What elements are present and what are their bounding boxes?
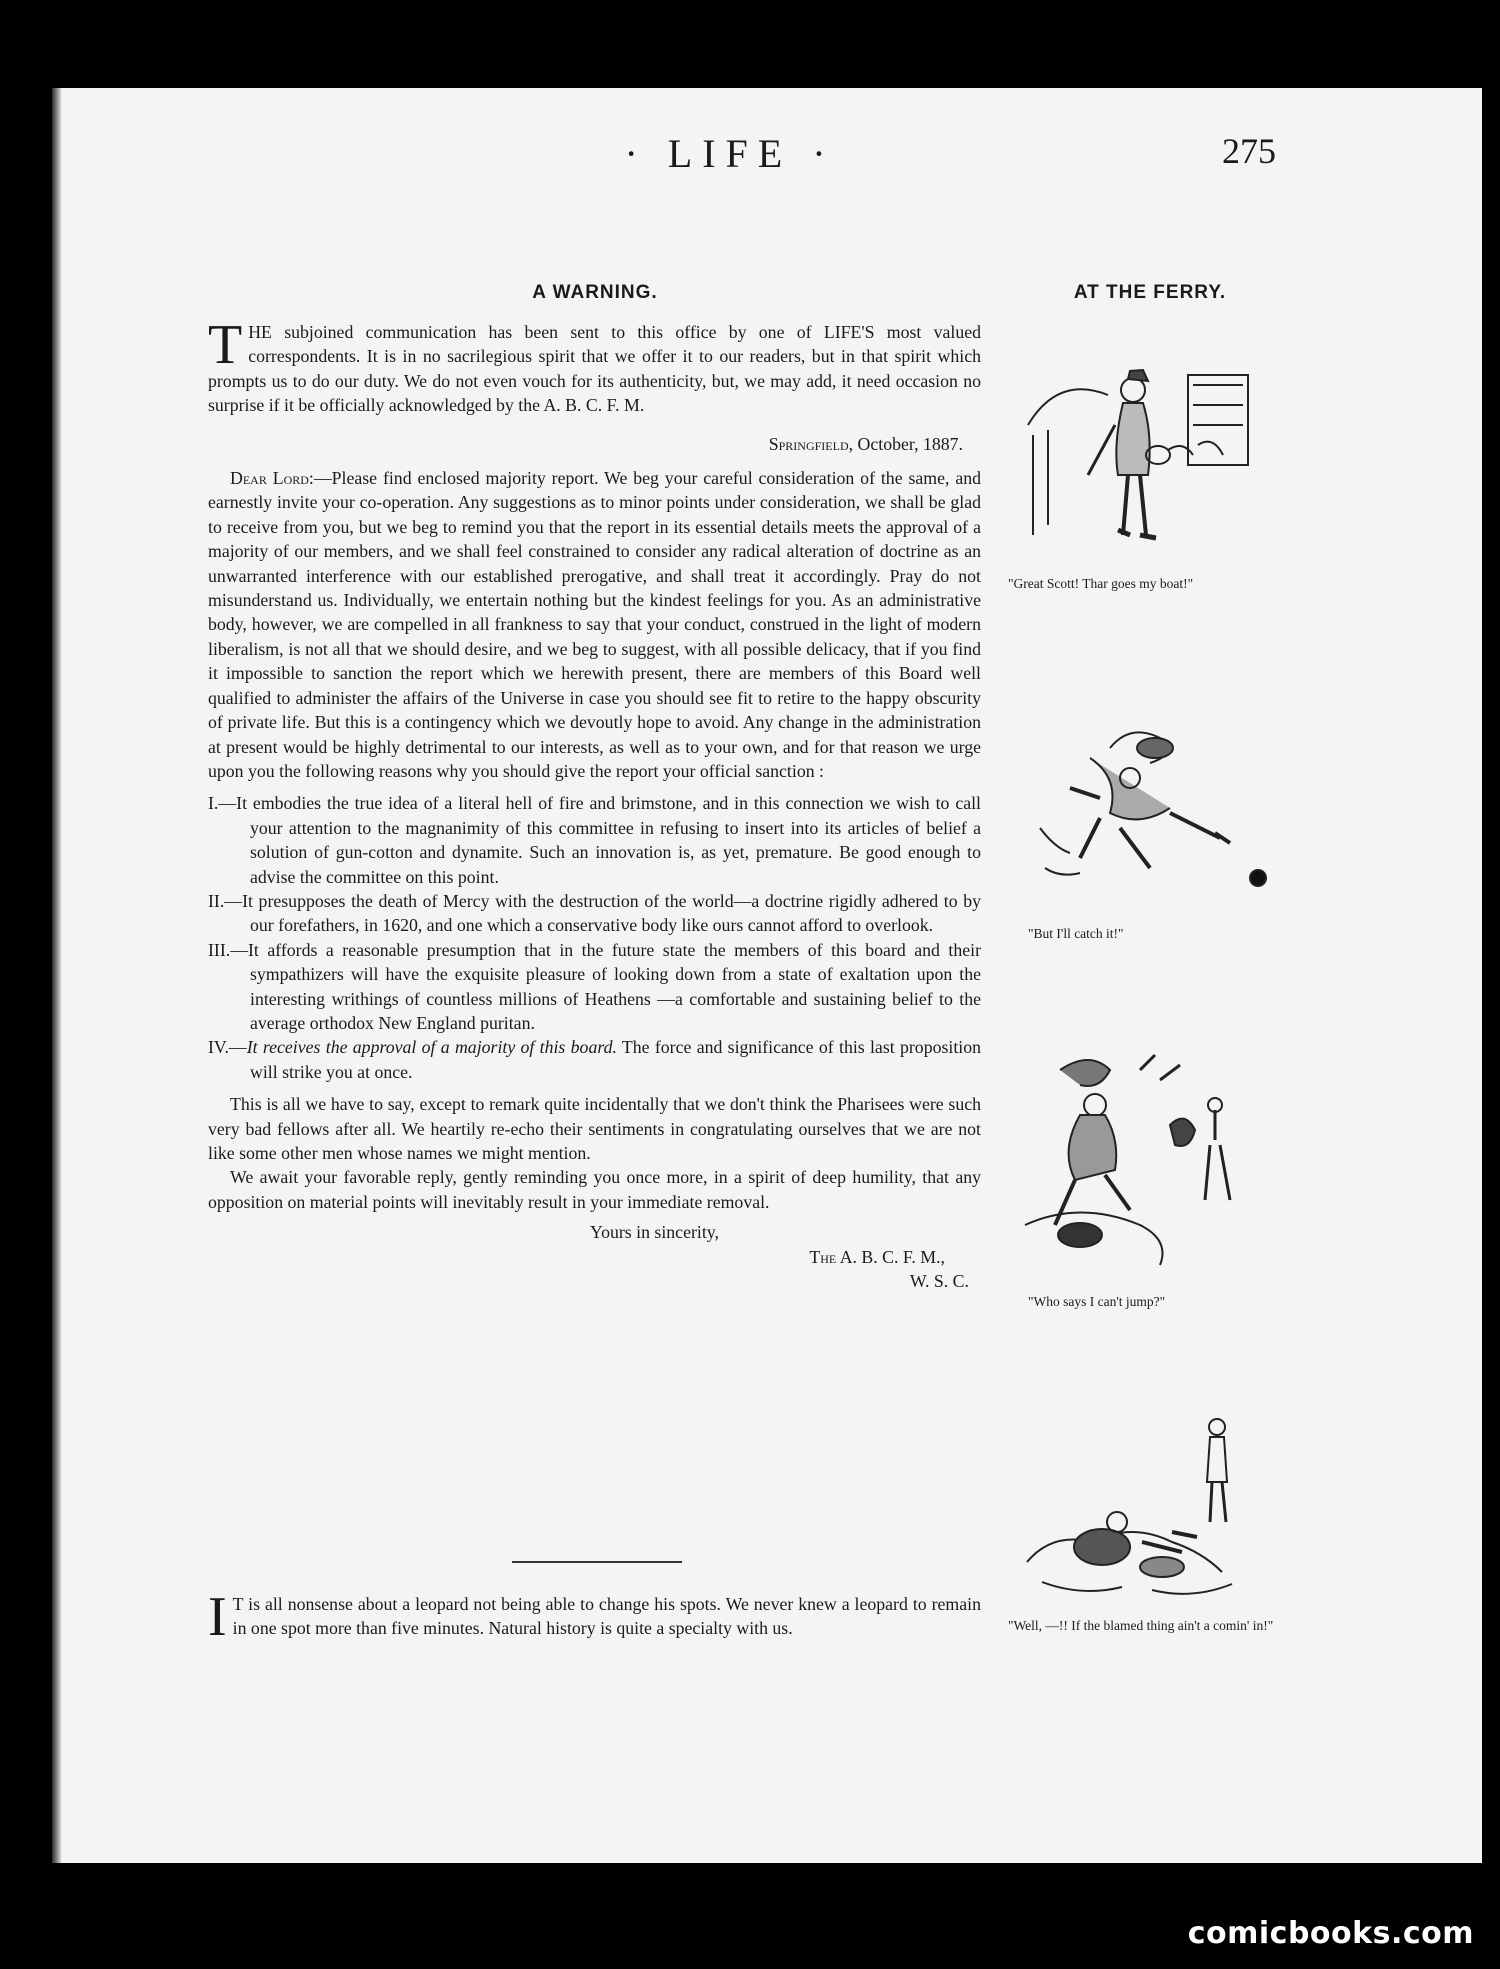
author-initials: W. S. C. (909, 1271, 969, 1292)
letter-paragraph-1 (208, 466, 981, 783)
reason-item: III.—It affords a reasonable presumption that in the future state the members of this board and their sympathizers will have the exquisite pleasure of looking down from a state of exaltation upon the interesting writhings of countless millions of Heathens —a comfortable and sustaining belief to the average orthodox New England puritan. (208, 939, 981, 1033)
intro-text: HE subjoined communication has been sent to this office by one of LIFE'S most valued correspondents. It is in no sacrilegious spirit that we offer it to our readers, but in that spirit which prompts us to do our duty. We do not even vouch for its authenticity, but, we may add, it need occasion no surprise if it be officially acknowledged by the A. B. C. F. M. (208, 322, 981, 416)
closing-line: Yours in sincerity, (590, 1222, 719, 1243)
dateline (208, 432, 981, 456)
leopard-dropcap: I (208, 1586, 227, 1648)
dateline-date: , October, 1887. (848, 433, 963, 454)
letter-paragraph-2: This is all we have to say, except to remark quite incidentally that we don't think the Pharisees were such very bad fellows after all. We heartily re-echo their sentiments in congratulating ourselves that we are not like some other men whose names we might mention. (208, 1094, 981, 1163)
ferry-caption-3: "Who says I can't jump?" (1028, 1294, 1166, 1309)
ferry-cartoon-4 (1022, 1412, 1262, 1602)
reason-item: I.—It embodies the true idea of a literal hell of fire and brimstone, and in this connection we wish to call your attention to the magnanimity of this committee in refusing to insert into its articles of belief a solution of gun-cotton and dynamite. Such an innovation is, as yet, premature. Be good enough to advise the committee on this point. (208, 793, 981, 887)
intro-paragraph (208, 314, 981, 418)
salutation: Dear Lord (230, 468, 309, 489)
letter-body-1: :—Please find enclosed majority report. We beg your careful consideration of the same, and earnestly invite your co-operation. Any suggestions as to minor points under consideration, we shall be glad to receive from you, but we beg to remind you that the report in its essential details meets the approval of a majority of our members, and we shall feel constrained to consider any radical alteration of doctrine as an unwarranted interference with our established prerogative, and shall treat it accordingly. Pray do not misunderstand us. Individually, we entertain nothing but the kindest feelings for you. As an administrative body, however, we are compelled in all frankness to say that your conduct, construed in the light of modern liberalism, is not all that we should desire, and we beg to suggest, with all possible delicacy, that if you find it impossible to sanction the report which we herewith present, there are members of this Board well qualified to administer the affairs of the Universe in case you should see fit to retire to the happy obscurity of private life. But this is a contingency which we devoutly hope to avoid. Any change in the administration at present would be highly detrimental to our interests, as well as to your own, and for that reason we urge upon you the following reasons why you should give the report your official sanction : (208, 468, 981, 781)
leopard-text: T is all nonsense about a leopard not being able to change his spots. We never knew a leopard to remain in one spot more than five minutes. Natural history is quite a specialty with us. (232, 1594, 981, 1639)
ferry-caption-1: "Great Scott! Thar goes my boat!" (1008, 576, 1194, 591)
leopard-paragraph (208, 1586, 981, 1648)
ferry-cartoon-3 (1020, 1050, 1260, 1270)
ferry-cartoon-2 (1030, 718, 1270, 893)
reason-item: II.—It presupposes the death of Mercy with the destruction of the world—a doctrine rigidly adhered to by our forefathers, in 1620, and one which a conservative body like ours cannot afford to overlook. (208, 890, 981, 936)
letter-paragraph-3: We await your favorable reply, gently reminding you once more, in a spirit of deep humility, that any opposition on material points will inevitably result in your immediate removal. (208, 1167, 981, 1212)
reason-4-italic: It receives the approval of a majority of this board. (246, 1037, 617, 1058)
ferry-caption-2: "But I'll catch it!" (1028, 926, 1124, 941)
reasons-list (208, 791, 981, 1084)
ferry-caption-4: "Well, —!! If the blamed thing ain't a comin' in!" (1008, 1618, 1274, 1633)
masthead-title: · LIFE · (624, 131, 836, 176)
signature: The A. B. C. F. M., (809, 1246, 945, 1267)
reason-4-rest: The force and significance of this last proposition will strike you at once. (250, 1037, 981, 1082)
page-number: 275 (1222, 131, 1276, 171)
watermark: comicbooks.com (1187, 1916, 1474, 1951)
ferry-heading: AT THE FERRY. (1073, 282, 1227, 303)
dateline-place: Springfield (768, 433, 849, 454)
warning-article (208, 314, 981, 1293)
warning-heading: A WARNING. (532, 282, 658, 303)
intro-dropcap: T (208, 314, 243, 376)
reason-item (208, 1035, 981, 1084)
section-divider (512, 1561, 682, 1563)
page-spine (52, 88, 62, 1863)
reason-4-number: IV.— (208, 1037, 247, 1058)
ferry-cartoon-1 (1018, 335, 1258, 555)
